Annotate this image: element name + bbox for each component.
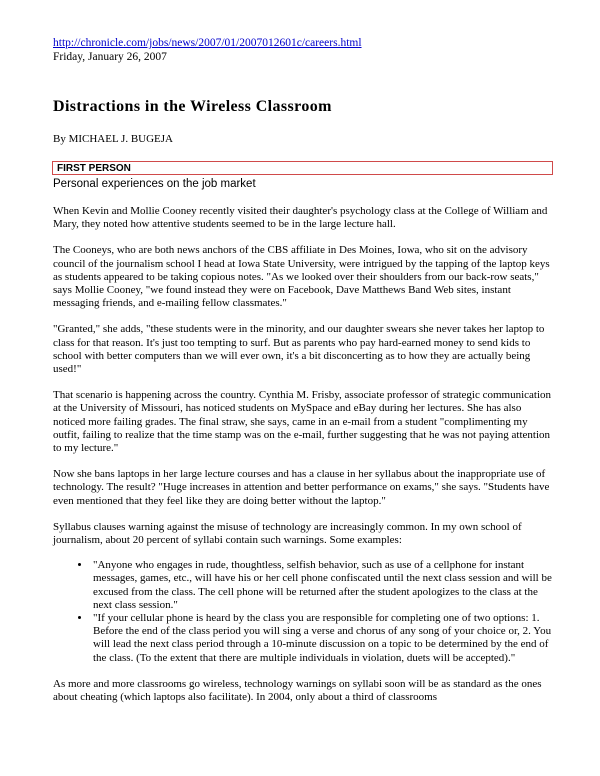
article-paragraph: As more and more classrooms go wireless, technology warnings on syllabi soon will be as standard as the ones about cheating (which laptops also facilitate). In 2004, only about a third of classrooms xyxy=(53,677,542,704)
publication-date: Friday, January 26, 2007 xyxy=(53,51,167,63)
section-subtitle: Personal experiences on the job market xyxy=(53,178,256,190)
article-paragraph: The Cooneys, who are both news anchors of the CBS affiliate in Des Moines, Iowa, who sit on the advisory council of the journalism school I head at Iowa State University, were intrigued by the tapping of the laptop keys as students appeared to be taking copious notes. "As we looked over their shoulders from our back-row seats," says Mollie Cooney, "we found instead they were on Facebook, Dave Matthews Band Web sites, instant messaging friends, and e-mailing fellow classmates." xyxy=(53,244,550,310)
document-page xyxy=(53,37,553,704)
article-byline: By MICHAEL J. BUGEJA xyxy=(53,133,173,145)
source-url-link[interactable]: http://chronicle.com/jobs/news/2007/01/2007012601c/careers.html xyxy=(53,37,362,49)
syllabus-examples-list xyxy=(53,559,553,665)
list-item: • "If your cellular phone is heard by the class you are responsible for completing one of two options: 1. Before the end of the class period you will sing a verse and chorus of any song of your choice or, 2. You will lead the next class period through a 10-minute discussion on a topic to be determined by the end of the class. (To the extent that there are multiple individuals in violation, duets will be accepted)." xyxy=(91,612,553,665)
section-label: FIRST PERSON xyxy=(57,163,131,174)
article-title: Distractions in the Wireless Classroom xyxy=(53,98,332,115)
article-paragraph: Now she bans laptops in her large lecture courses and has a clause in her syllabus about the inappropriate use of technology. The result? "Huge increases in attention and better performance on exams," she says. "Students have even mentioned that they feel like they are doing better without the laptop." xyxy=(53,468,550,507)
article-paragraph: Syllabus clauses warning against the misuse of technology are increasingly common. In my own school of journalism, about 20 percent of syllabi contain such warnings. Some examples: xyxy=(53,520,522,547)
list-item: • "Anyone who engages in rude, thoughtless, selfish behavior, such as use of a cellphone for instant messages, games, etc., will have his or her cell phone confiscated until the next class session and will be excused from the class. The cell phone will be returned after the student apologizes to the class at the next class session." xyxy=(91,559,553,612)
article-paragraph: That scenario is happening across the country. Cynthia M. Frisby, associate professor of strategic communication at the University of Missouri, has noticed students on MySpace and eBay during her lectures. She has also noticed more failing grades. The final straw, she says, came in an e-mail from a student "complimenting my outfit, failing to realize that the time stamp was on the e-mail, further suggesting that he was not paying attention to my lecture." xyxy=(53,389,552,455)
section-label-box xyxy=(52,161,553,175)
article-paragraph: "Granted," she adds, "these students were in the minority, and our daughter swears she never takes her laptop to class for that reason. It's just too tempting to surf. But as parents who pay hard-earned money to send kids to school with better computers than we will ever own, it's a bit disconcerting as to how they are actually being used!" xyxy=(53,323,545,376)
article-paragraph: When Kevin and Mollie Cooney recently visited their daughter's psychology class at the College of William and Mary, they noted how attentive students seemed to be in the large lecture hall. xyxy=(53,205,548,231)
